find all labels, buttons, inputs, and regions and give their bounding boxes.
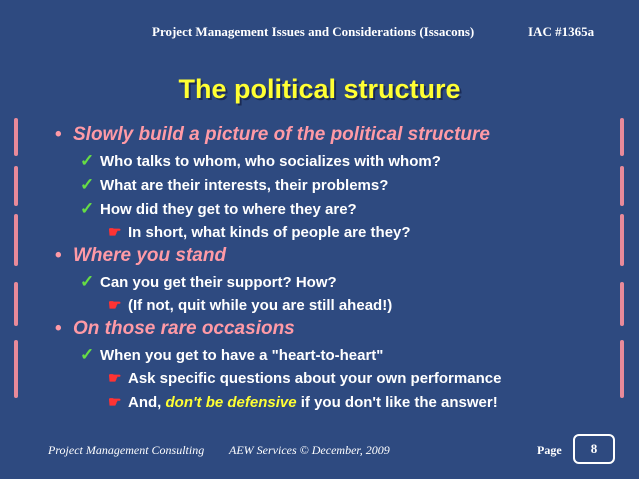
- bullet-icon: •: [55, 124, 62, 145]
- slide-title: The political structure: [178, 74, 461, 104]
- pointing-hand-icon: ☛: [108, 297, 122, 314]
- bullet-level1: [55, 318, 295, 340]
- pointing-hand-icon: ☛: [108, 394, 122, 411]
- right-accent-bar: [620, 118, 624, 156]
- bullet-icon: •: [55, 245, 62, 266]
- bullet-text: When you get to have a "heart-to-heart": [100, 347, 384, 364]
- bullet-level2: [80, 175, 388, 195]
- left-accent-bar: [14, 166, 18, 206]
- bullet-text: What are their interests, their problems?: [100, 177, 389, 194]
- checkmark-icon: ✓: [80, 151, 95, 170]
- right-accent-bar: [620, 282, 624, 326]
- header-title: Project Management Issues and Considerations (Issacons): [152, 24, 475, 39]
- right-accent-bar: [620, 166, 624, 206]
- highlighted-phrase: don't be defensive: [165, 394, 297, 411]
- bullet-level3: [108, 369, 501, 387]
- bullet-icon: •: [55, 318, 62, 339]
- bullet-text: Where you stand: [73, 245, 227, 266]
- checkmark-icon: ✓: [80, 175, 95, 194]
- bullet-text: Ask specific questions about your own performance: [128, 370, 502, 387]
- header-code: IAC #1365a: [528, 24, 595, 39]
- bullet-text: On those rare occasions: [73, 318, 295, 339]
- right-accent-bar: [620, 340, 624, 398]
- bullet-text: (If not, quit while you are still ahead!): [128, 297, 393, 314]
- checkmark-icon: ✓: [80, 272, 95, 291]
- footer-copyright: AEW Services © December, 2009: [229, 443, 390, 457]
- pointing-hand-icon: ☛: [108, 224, 122, 241]
- page-number: 8: [573, 434, 615, 464]
- bullet-level3: [108, 223, 411, 241]
- bullet-text-prefix: And,: [128, 394, 166, 411]
- left-accent-bar: [14, 340, 18, 398]
- bullet-level2: [80, 272, 337, 292]
- bullet-level1: [55, 245, 226, 267]
- bullet-level3: [108, 296, 392, 314]
- checkmark-icon: ✓: [80, 345, 95, 364]
- left-accent-bar: [14, 118, 18, 156]
- bullet-level1: [55, 124, 490, 146]
- bullet-text: Who talks to whom, who socializes with whom?: [100, 153, 441, 170]
- bullet-level2: [80, 151, 441, 171]
- bullet-text: Can you get their support? How?: [100, 274, 337, 291]
- page-label: Page: [537, 443, 562, 457]
- bullet-level2: [80, 345, 383, 365]
- bullet-level2: [80, 199, 357, 219]
- right-accent-bar: [620, 214, 624, 266]
- bullet-text: In short, what kinds of people are they?: [128, 224, 411, 241]
- checkmark-icon: ✓: [80, 199, 95, 218]
- bullet-text: Slowly build a picture of the political structure: [73, 124, 490, 145]
- left-accent-bar: [14, 282, 18, 326]
- bullet-text: How did they get to where they are?: [100, 201, 357, 218]
- footer-company: Project Management Consulting: [48, 443, 205, 457]
- pointing-hand-icon: ☛: [108, 370, 122, 387]
- left-accent-bar: [14, 214, 18, 266]
- bullet-text-suffix: if you don't like the answer!: [296, 394, 498, 411]
- bullet-level3: [108, 393, 498, 411]
